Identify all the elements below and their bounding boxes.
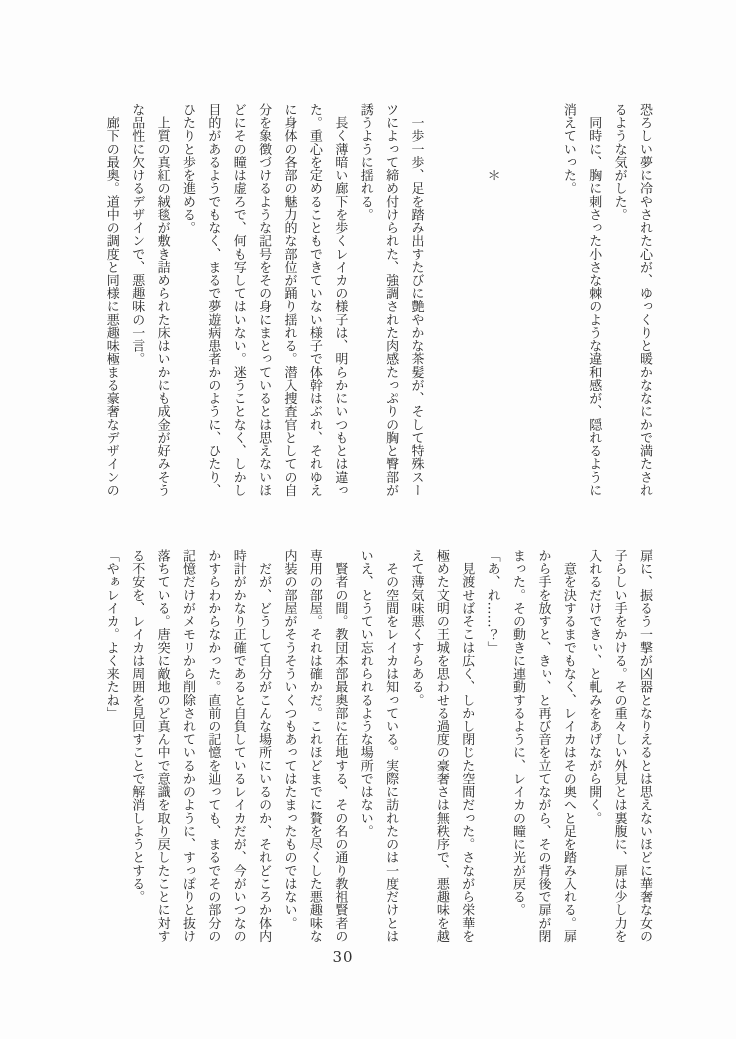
text-line: 目的があるようでもなく、まるで夢遊病患者かのように、ひたり、 <box>205 103 221 497</box>
text-block-bottom <box>98 549 657 947</box>
blank-line <box>454 103 479 501</box>
blank-line <box>530 103 555 501</box>
text-line: 子らしい手をかける。その重々しい外見とは裏腹に、扉は少し力を <box>611 549 627 943</box>
text-line: な品性に欠けるデザインで、悪趣味の一言。 <box>129 103 145 366</box>
text-line: 消えていった。 <box>560 103 576 195</box>
text-line: 時計がかなり正確であると自負しているレイカだが、今がいつなの <box>230 549 246 943</box>
text-line: えて薄気味悪くすらある。 <box>408 549 424 707</box>
text-line: だが、どうして自分がこんな場所にいるのか、それどころか体内 <box>256 549 272 943</box>
text-line: るような気がした。 <box>611 103 627 222</box>
text-line: どにその瞳は虚ろで、何も写してはいない。迷うことなく、しかし <box>230 103 246 497</box>
text-line: 上質の真紅の絨毯が敷き詰められた床はいかにも成金が好みそう <box>154 103 170 497</box>
text-line: 入れるだけできぃ、と軋みをあげながら開く。 <box>586 549 602 825</box>
blank-line <box>505 103 530 501</box>
text-line: その空間をレイカは知っている。実際に訪れたのは一度だけとは <box>383 549 399 943</box>
text-line: いえ、とうてい忘れられるような場所ではない。 <box>357 549 373 838</box>
text-line: 専用の部屋。それは確かだ。これほどまでに贅を尽くした悪趣味な <box>306 549 322 943</box>
text-line: 意を決するまでもなく、レイカはその奥へと足を踏み入れる。扉 <box>560 549 576 943</box>
text-line: ツによって締め付けられた、強調された肉感たっぷりの胸と臀部が <box>383 103 399 497</box>
text-line: まった。その動きに連動するように、レイカの瞳に光が戻る。 <box>510 549 526 917</box>
text-line: 極めた文明の王城を思わせる過度の豪奢さは無秩序で、悪趣味を越 <box>433 549 449 943</box>
text-line: 一歩一歩、足を踏み出すたびに艶やかな茶髪が、そして特殊スー <box>408 103 424 497</box>
page-number: 30 <box>332 948 354 966</box>
text-line: から手を放すと、きぃ、と再び音を立てながら、その背後で扉が閉 <box>535 549 551 943</box>
blank-line <box>428 103 453 501</box>
text-block-top <box>98 103 657 501</box>
dialogue-line: 「あ、れ……？」 <box>484 549 500 654</box>
text-line: 同時に、胸に刺さった小さな棘のような違和感が、隠れるように <box>586 103 602 497</box>
text-line: かすらわからなかった。直前の記憶を辿っても、まるでその部分の <box>205 549 221 943</box>
text-line: 落ちている。唐突に敵地のど真ん中で意識を取り戻したことに対す <box>154 549 170 943</box>
text-line: 廊下の最奥。道中の調度と同様に悪趣味極まる豪奢なデザインの <box>103 103 119 497</box>
text-line: ひたりと歩を進める。 <box>179 103 195 235</box>
text-line: に身体の各部の魅力的な部位が踊り揺れる。潜入捜査官としての自 <box>281 103 297 497</box>
text-line: 内装の部屋がそうそういくつもあってはたまったものではない。 <box>281 549 297 930</box>
scene-break-separator: ＊ <box>484 103 500 182</box>
text-line: 記憶だけがメモリから削除されているかのように、すっぽりと抜け <box>179 549 195 943</box>
text-line: 恐ろしい夢に冷やされた心が、ゆっくりと暖かななにかで満たされ <box>637 103 652 497</box>
text-line: 長く薄暗い廊下を歩くレイカの様子は、明らかにいつもとは違っ <box>332 103 348 497</box>
dialogue-line: 「やぁレイカ。よく来たね」 <box>103 549 119 720</box>
text-line: 賢者の間。教団本部最奥部に在地する、その名の通り教祖賢者の <box>332 549 348 943</box>
text-line: 見渡せばそこは広く、しかし閉じた空間だった。さながら栄華を <box>459 549 475 943</box>
text-line: 誘うように揺れる。 <box>357 103 373 222</box>
text-line: る不安を、レイカは周囲を見回すことで解消しようとする。 <box>129 549 145 904</box>
text-line: 分を象徴づけるような記号をその身にまとっているとは思えないほ <box>256 103 272 497</box>
text-line: 扉に、振るう一撃が凶器となりえるとは思えないほどに華奢な女の <box>637 549 652 943</box>
text-line: た。重心を定めることもできていない様子で体幹はぶれ、それゆえ <box>306 103 322 497</box>
